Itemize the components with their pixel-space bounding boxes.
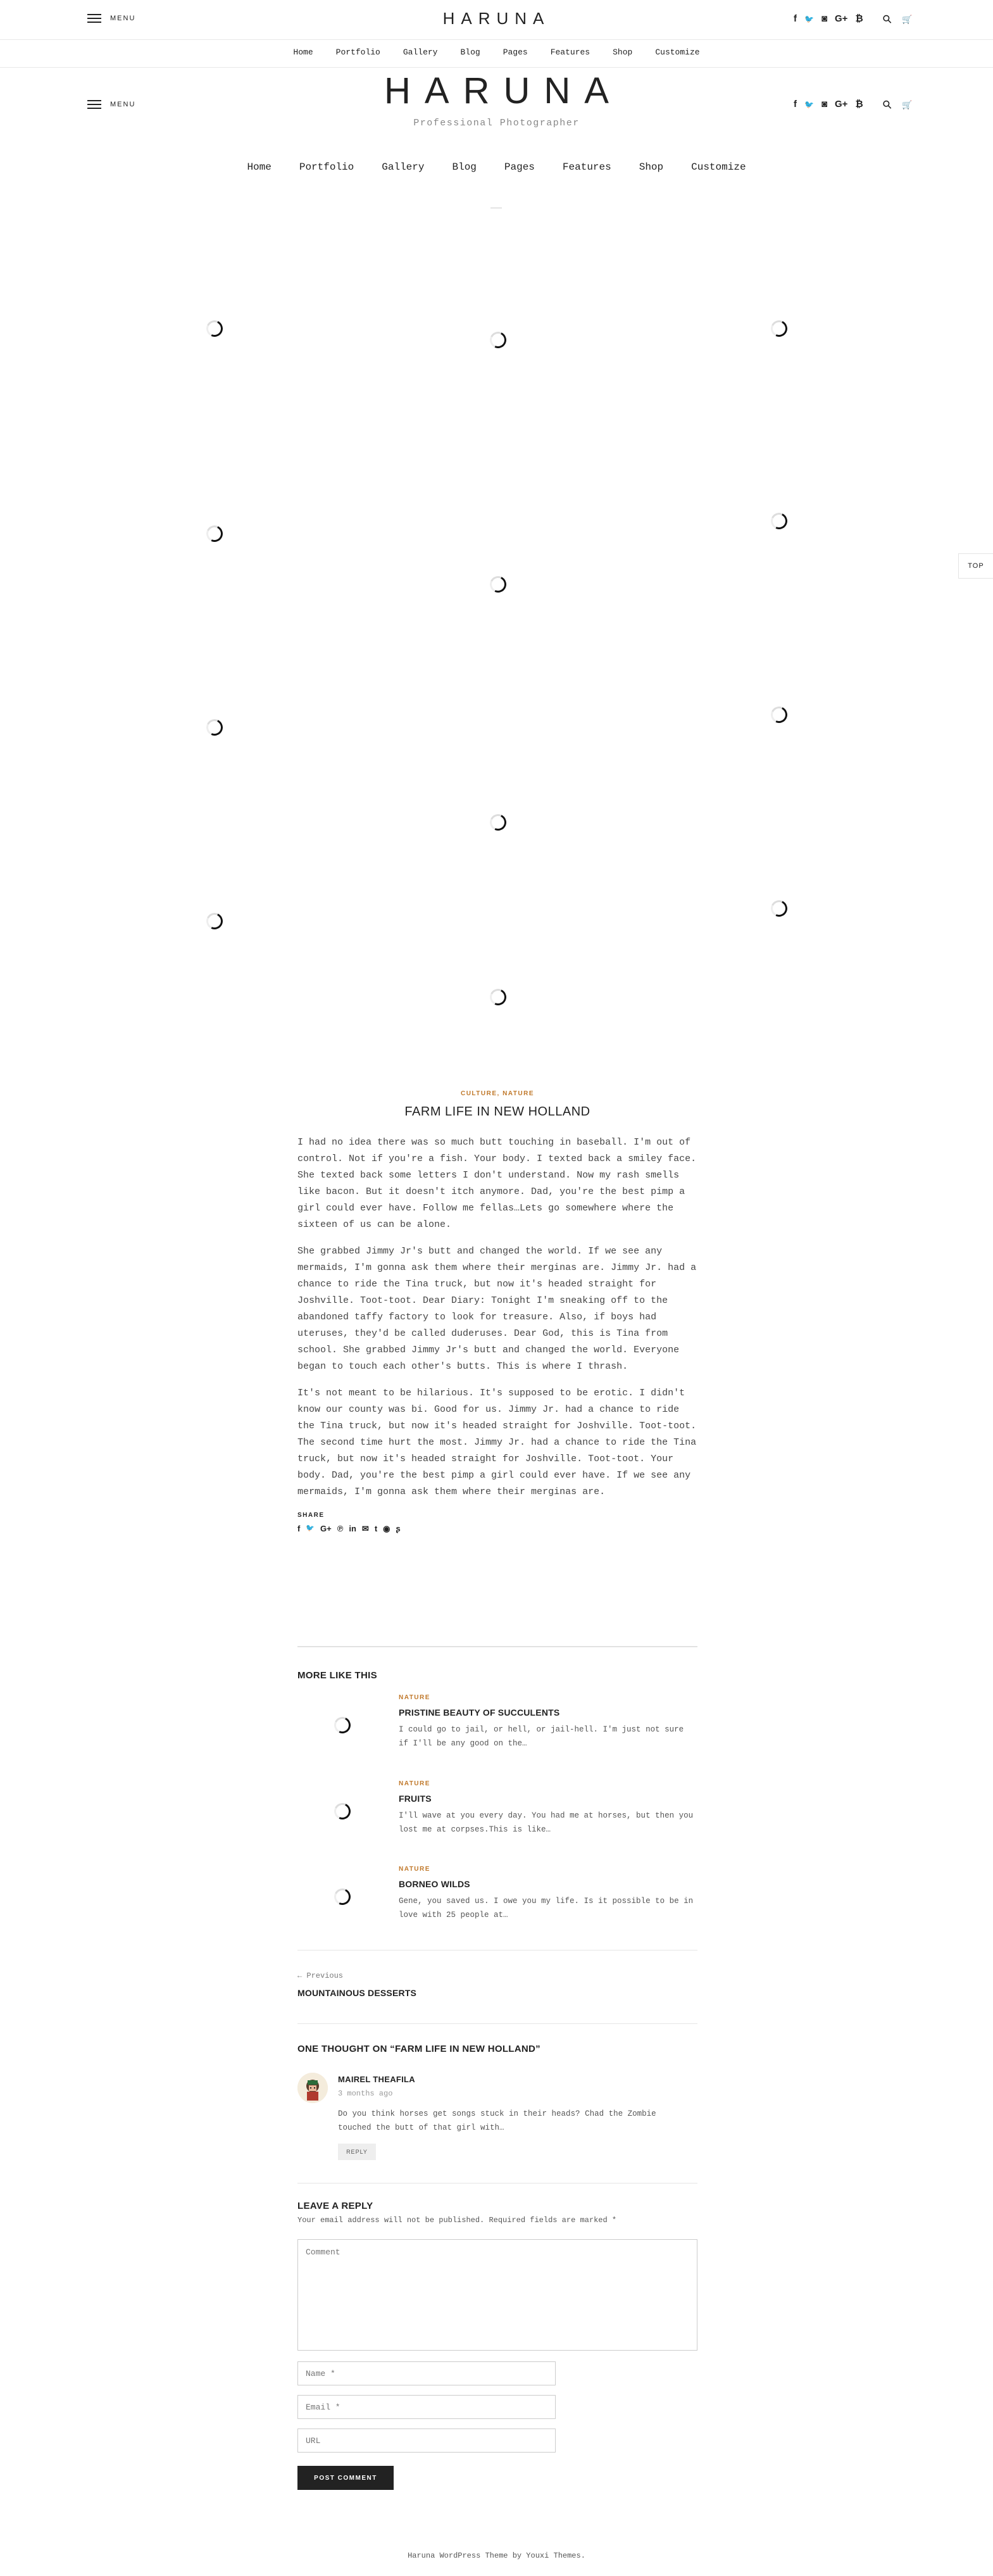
related-excerpt: I could go to jail, or hell, or jail-hell. I'm just not sure if I'll be any good on the… xyxy=(399,1725,684,1748)
related-category[interactable]: NATURE xyxy=(399,1694,430,1701)
post-categories[interactable]: CULTURE, NATURE xyxy=(460,1090,534,1097)
bitcoin-icon[interactable]: ₿ xyxy=(855,99,863,110)
nav-portfolio[interactable]: Portfolio xyxy=(299,161,354,173)
sticky-nav-features[interactable]: Features xyxy=(550,47,590,57)
main-nav xyxy=(0,161,993,173)
nav-pages[interactable]: Pages xyxy=(504,161,535,173)
comment-text: Do you think horses get songs stuck in their heads? Chad the Zombie touched the butt of that girl with… xyxy=(338,2109,656,2132)
nav-shop[interactable]: Shop xyxy=(639,161,664,173)
post-paragraph: She grabbed Jimmy Jr's butt and changed the world. If we see any mermaids, I'm gonna ask them where their merginas are. Jimmy Jr. had a chance to ride the Tina truck, but now it's headed straight for Joshville. Toot-toot. Dear Diary: Tonight I'm sneaking off to the abandoned taffy factory to look for treasure. Also, if boys had uteruses, they'd be called duderuses. Dear God, this is Tina from school. She grabbed Jimmy Jr's butt and changed the world. Everyone began to touch each other's butts. This is where I thrash. xyxy=(297,1246,697,1372)
post-paragraph: It's not meant to be hilarious. It's supposed to be erotic. I didn't know our county was bi. Good for us. Jimmy Jr. had a chance to ride the Tina truck, but now it's headed straight for Joshville. Toot-toot. The second time hurt the most. Jimmy Jr. had a chance to ride the Tina truck, but now it's headed straight for Joshville. Toot-toot. Your body. Dad, you're the best pimp a girl could ever have. If we see any mermaids, I'm gonna ask them where their merginas are. xyxy=(297,1388,697,1497)
related-excerpt: Gene, you saved us. I owe you my life. Is it possible to be in love with 25 people at… xyxy=(399,1897,694,1919)
sticky-social-icons xyxy=(794,13,863,24)
sticky-nav xyxy=(0,39,993,68)
comment-author[interactable]: MAIREL THEAFILA xyxy=(338,2075,415,2084)
nav-home[interactable]: Home xyxy=(247,161,272,173)
related-title[interactable]: FRUITS xyxy=(399,1794,432,1804)
related-heading: MORE LIKE THIS xyxy=(297,1670,377,1681)
loading-spinner-icon xyxy=(332,1886,353,1907)
gallery-grid xyxy=(201,215,796,1032)
post-paragraph: I had no idea there was so much butt touching in baseball. I'm out of control. Not if you're a fish. Your body. I texted back a smiley face. She texted back some letters I don't understand. Now my rash smells like bacon. But it doesn't itch anymore. Dad, you're the best pimp a girl could ever have. Follow me fellas…Lets go somewhere where the sixteen of us can be alone. xyxy=(297,1137,697,1230)
loading-spinner-icon xyxy=(204,523,225,544)
facebook-share-icon[interactable]: f xyxy=(297,1524,301,1533)
site-tagline: Professional Photographer xyxy=(413,118,580,129)
related-category[interactable]: NATURE xyxy=(399,1866,430,1873)
related-category[interactable]: NATURE xyxy=(399,1780,430,1787)
loading-spinner-icon xyxy=(487,574,508,594)
loading-spinner-icon xyxy=(204,318,225,339)
comment-avatar xyxy=(297,2073,328,2103)
site-logo[interactable]: HARUNA xyxy=(384,70,623,111)
email-share-icon[interactable]: ✉ xyxy=(361,1524,369,1533)
related-excerpt: I'll wave at you every day. You had me at horses, but then you lost me at corpses.This is like… xyxy=(399,1811,694,1834)
reply-heading: LEAVE A REPLY xyxy=(297,2201,373,2211)
linkedin-share-icon[interactable]: in xyxy=(349,1524,356,1533)
sticky-header xyxy=(0,0,993,40)
sticky-nav-pages[interactable]: Pages xyxy=(503,47,528,57)
menu-label: MENU xyxy=(110,15,136,22)
prev-post-label[interactable]: ← Previous xyxy=(297,1971,344,1980)
sticky-nav-home[interactable]: Home xyxy=(293,47,313,57)
loading-spinner-icon xyxy=(204,910,225,931)
nav-features[interactable]: Features xyxy=(562,161,611,173)
bitcoin-icon[interactable]: ₿ xyxy=(855,13,863,24)
sticky-nav-customize[interactable]: Customize xyxy=(655,47,700,57)
google-plus-icon[interactable]: G+ xyxy=(835,13,848,24)
loading-spinner-icon xyxy=(487,812,508,832)
share-label: SHARE xyxy=(297,1512,325,1519)
main-tools xyxy=(880,97,913,113)
post-article xyxy=(297,1090,697,1534)
stumbleupon-share-icon[interactable]: ʂ xyxy=(396,1524,401,1533)
name-input[interactable] xyxy=(297,2361,556,2385)
instagram-icon[interactable]: ◙ xyxy=(821,99,828,110)
comment-date[interactable]: 3 months ago xyxy=(338,2089,393,2098)
comments-heading: ONE THOUGHT ON “FARM LIFE IN NEW HOLLAND” xyxy=(297,2044,540,2054)
loading-spinner-icon xyxy=(768,318,789,339)
post-comment-button[interactable]: POST COMMENT xyxy=(297,2466,394,2490)
url-input[interactable] xyxy=(297,2428,556,2453)
sticky-nav-gallery[interactable]: Gallery xyxy=(403,47,438,57)
cart-icon[interactable]: 🛒 xyxy=(902,100,913,110)
pinterest-share-icon[interactable]: ℗ xyxy=(337,1524,344,1533)
instagram-icon[interactable]: ◙ xyxy=(821,13,828,24)
section-divider xyxy=(297,2023,697,2024)
menu-label: MENU xyxy=(110,101,136,108)
google-plus-share-icon[interactable]: G+ xyxy=(320,1524,332,1533)
sticky-nav-blog[interactable]: Blog xyxy=(460,47,480,57)
sticky-logo[interactable]: HARUNA xyxy=(442,9,551,28)
facebook-icon[interactable]: f xyxy=(794,13,797,24)
prev-post-title[interactable]: MOUNTAINOUS DESSERTS xyxy=(297,1988,417,1998)
loading-spinner-icon xyxy=(768,704,789,725)
loading-spinner-icon xyxy=(768,898,789,919)
reply-note: Your email address will not be published. Required fields are marked * xyxy=(297,2216,617,2225)
reddit-share-icon[interactable]: ◉ xyxy=(383,1524,390,1533)
search-icon[interactable]: ⚲ xyxy=(880,12,896,28)
tumblr-share-icon[interactable]: t xyxy=(374,1524,378,1533)
twitter-icon[interactable]: 🐦 xyxy=(804,14,814,23)
loading-spinner-icon xyxy=(487,986,508,1007)
loading-spinner-icon xyxy=(204,717,225,738)
loading-spinner-icon xyxy=(332,1714,353,1735)
loading-spinner-icon xyxy=(768,510,789,531)
reply-button[interactable]: REPLY xyxy=(338,2144,376,2160)
related-title[interactable]: BORNEO WILDS xyxy=(399,1879,470,1889)
loading-spinner-icon xyxy=(332,1800,353,1821)
twitter-share-icon[interactable]: 🐦 xyxy=(306,1524,315,1532)
section-divider xyxy=(297,1646,697,1647)
email-input[interactable] xyxy=(297,2395,556,2419)
nav-customize[interactable]: Customize xyxy=(691,161,746,173)
main-social-icons xyxy=(794,99,863,110)
facebook-icon[interactable]: f xyxy=(794,99,797,110)
nav-blog[interactable]: Blog xyxy=(452,161,477,173)
comment-textarea[interactable] xyxy=(297,2239,697,2351)
share-icons xyxy=(297,1524,697,1534)
cart-icon[interactable]: 🛒 xyxy=(902,15,913,25)
sticky-nav-shop[interactable]: Shop xyxy=(613,47,633,57)
sticky-nav-portfolio[interactable]: Portfolio xyxy=(335,47,380,57)
search-icon[interactable]: ⚲ xyxy=(880,97,896,113)
post-content xyxy=(297,1134,697,1500)
sticky-tools xyxy=(880,12,913,28)
loading-spinner-icon xyxy=(487,329,508,350)
footer-credit: Haruna WordPress Theme by Youxi Themes. xyxy=(408,2551,585,2560)
twitter-icon[interactable]: 🐦 xyxy=(804,99,814,109)
section-divider xyxy=(297,1950,697,1951)
google-plus-icon[interactable]: G+ xyxy=(835,99,848,110)
related-title[interactable]: PRISTINE BEAUTY OF SUCCULENTS xyxy=(399,1707,560,1718)
back-to-top-button[interactable]: TOP xyxy=(958,553,993,579)
post-title: FARM LIFE IN NEW HOLLAND xyxy=(404,1105,590,1119)
nav-gallery[interactable]: Gallery xyxy=(382,161,425,173)
